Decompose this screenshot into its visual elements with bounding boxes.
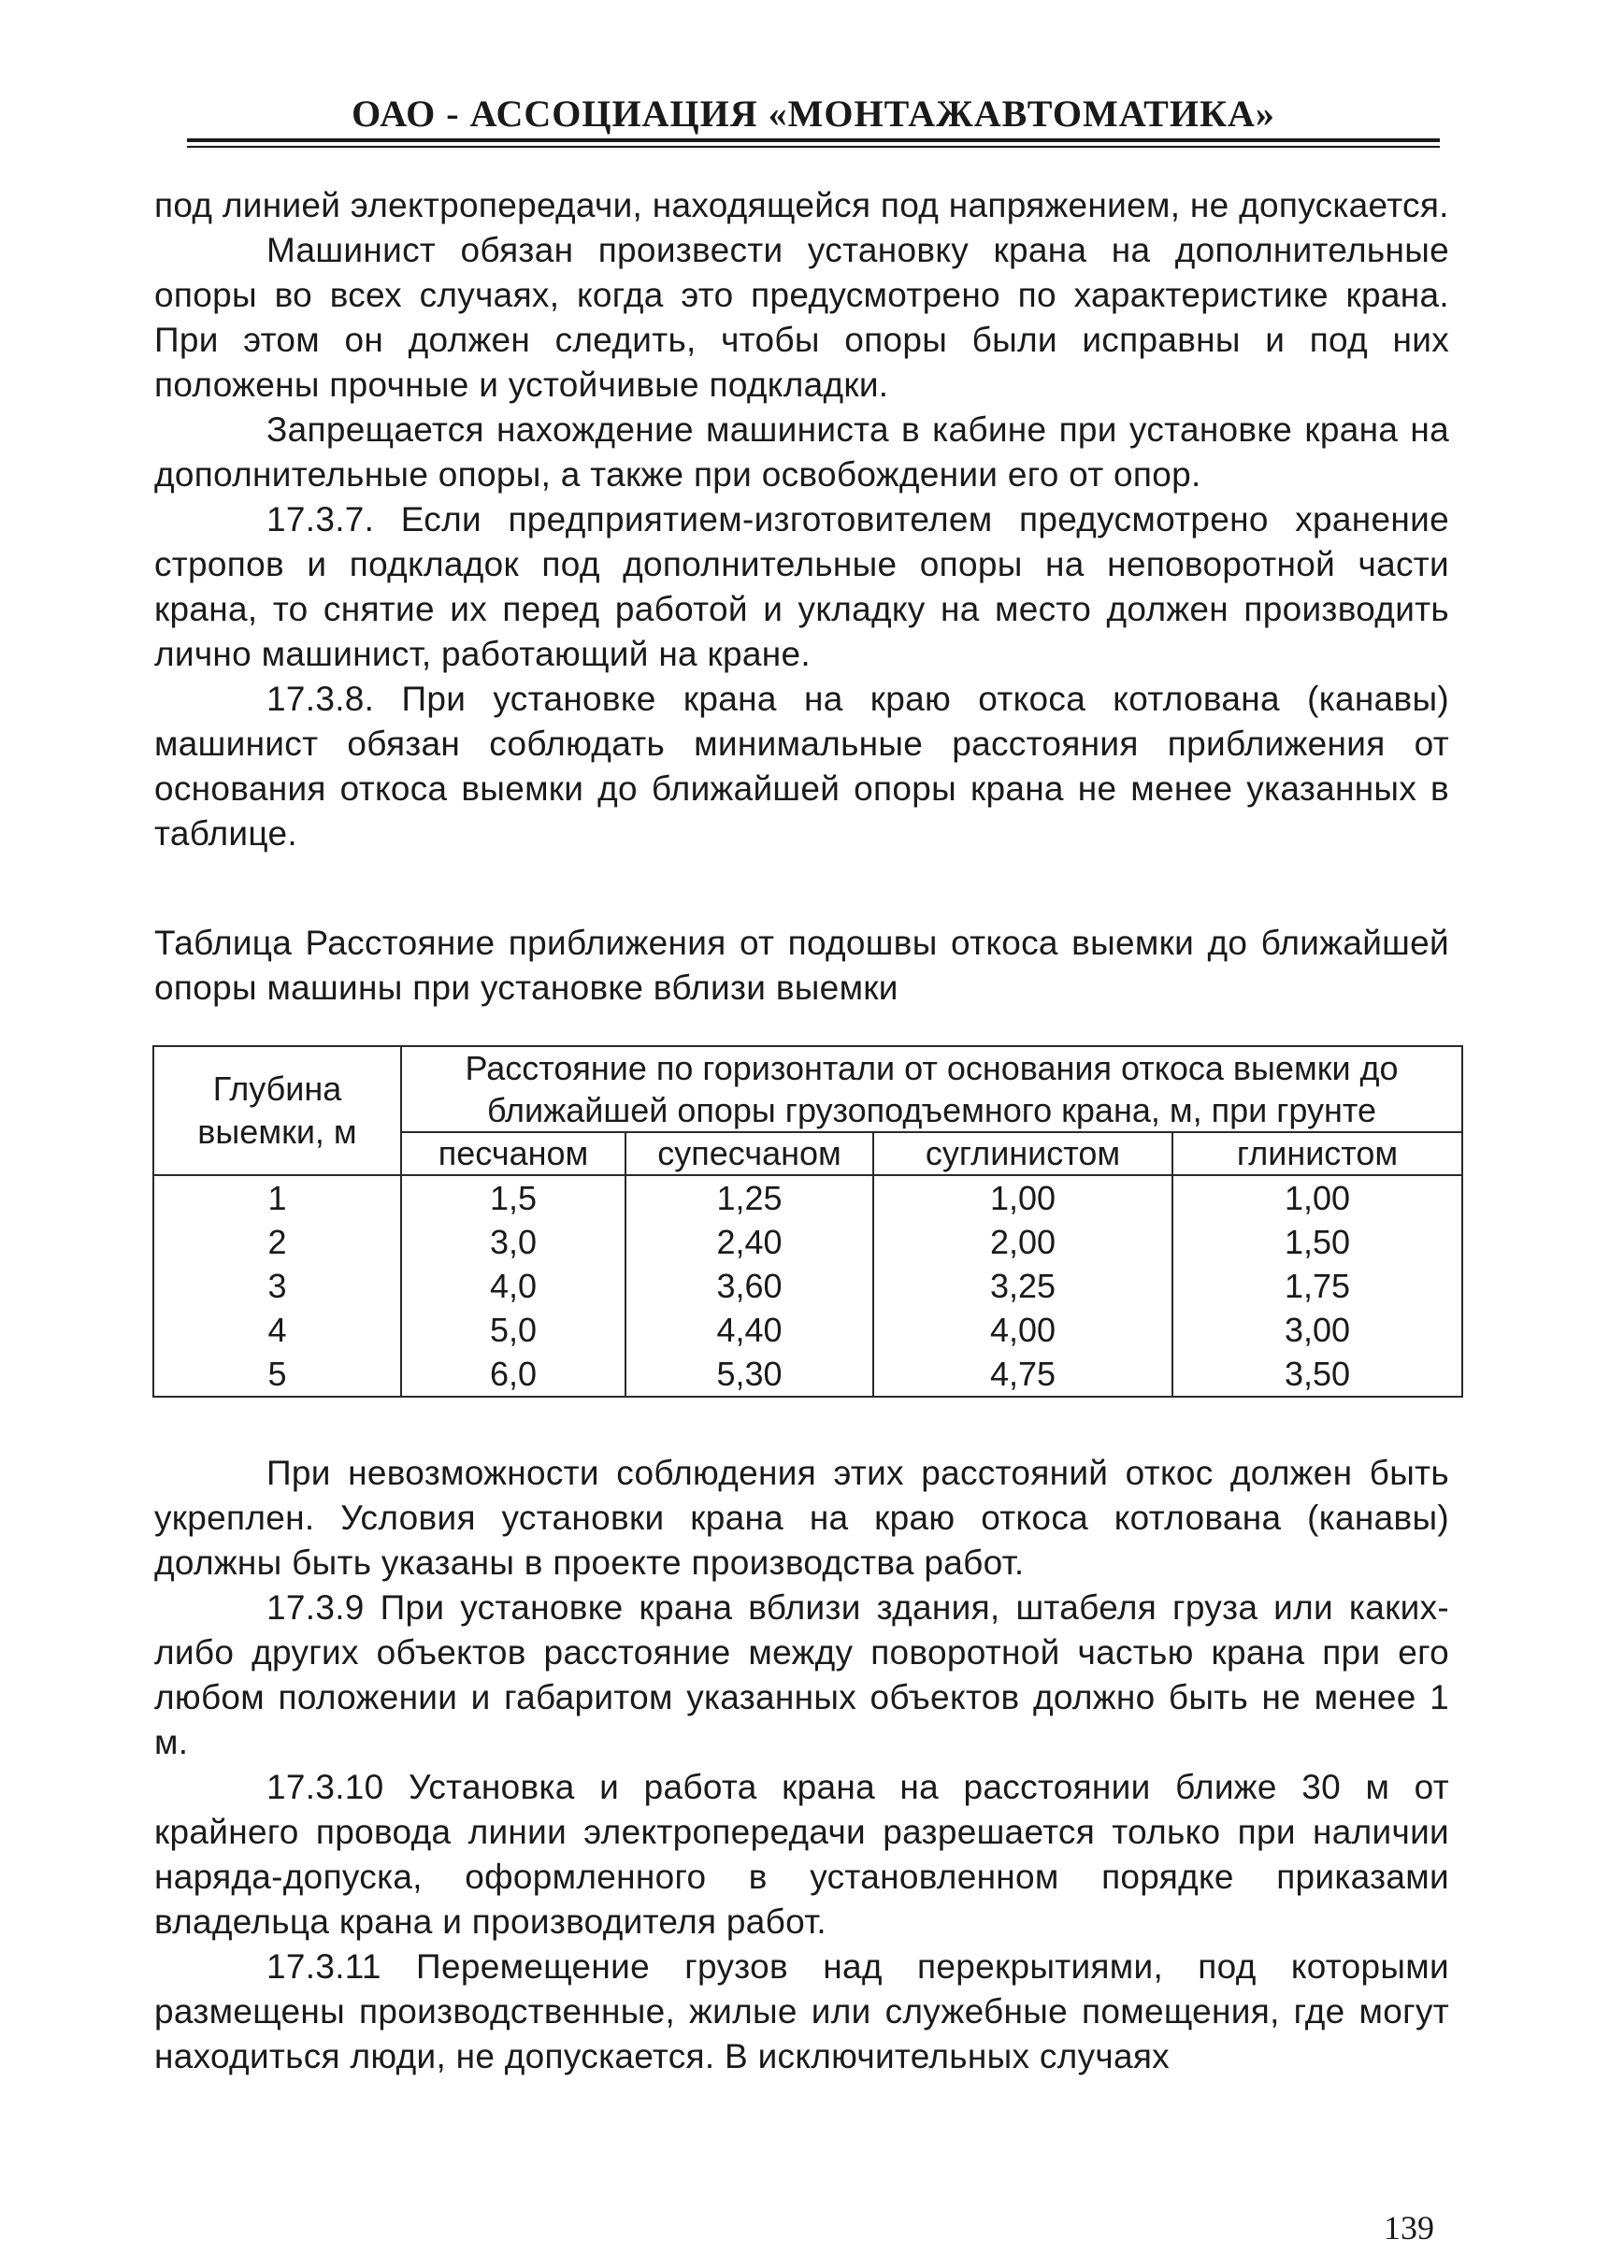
paragraph: 17.3.9 При установке крана вблизи здания, штабеля груза или каких-либо других объектов расстояние между поворотной частью крана при его любом положении и габаритом указанных объектов должно быть не менее 1 м. [154,1588,1449,1761]
table-cell: 1,00 [873,1175,1172,1220]
table-caption-text: Таблица Расстояние приближения от подошвы откоса выемки до ближайшей опоры машины при установке вблизи выемки [154,924,1449,1007]
header-rule-thin [187,146,1440,148]
table-cell: 3,50 [1172,1352,1462,1397]
depth-cell: 1 [153,1175,401,1220]
table-cell: 3,60 [625,1264,873,1308]
page-header [187,93,1440,148]
table-row [153,1264,1462,1308]
table-cell: 3,25 [873,1264,1172,1308]
table-cell: 4,40 [625,1308,873,1352]
paragraph: Машинист обязан произвести установку крана на дополнительные опоры во всех случаях, когда это предусмотрено по характеристике крана. При этом он должен следить, чтобы опоры были исправны и под них положены прочные и устойчивые подкладки. [154,231,1449,404]
depth-cell: 5 [153,1352,401,1397]
approach-distance-table [152,1045,1461,1398]
table-cell: 1,50 [1172,1220,1462,1264]
table-cell: 1,00 [1172,1175,1462,1220]
table-cell: 6,0 [401,1352,625,1397]
table-caption [154,921,1449,1011]
table-cell: 2,40 [625,1220,873,1264]
soil-sandy-loam-header: супесчаном [625,1132,873,1175]
soil-loam-header: суглинистом [873,1132,1172,1175]
table-cell: 3,0 [401,1220,625,1264]
table-cell: 1,5 [401,1175,625,1220]
body-text-bottom [154,1451,1449,2079]
page-number: 139 [1384,2209,1434,2246]
depth-cell: 3 [153,1264,401,1308]
table-row [153,1175,1462,1220]
body-text-top [154,183,1449,856]
table-cell: 4,0 [401,1264,625,1308]
table-row [153,1220,1462,1264]
paragraph: 17.3.8. При установке крана на краю откоса котлована (канавы) машинист обязан соблюдать минимальные расстояния приближения от основания откоса выемки до ближайшей опоры крана не менее указанных в таблице. [154,680,1449,853]
table-row [153,1308,1462,1352]
table-cell: 5,30 [625,1352,873,1397]
header-rule [187,138,1440,142]
table-grid [152,1045,1463,1398]
table-cell: 5,0 [401,1308,625,1352]
table-cell: 1,75 [1172,1264,1462,1308]
paragraph: под линией электропередачи, находящейся под напряжением, не допускается. [154,186,1449,224]
depth-cell: 4 [153,1308,401,1352]
table-row [153,1352,1462,1397]
paragraph: Запрещается нахождение машиниста в кабине при установке крана на дополнительные опоры, а также при освобождении его от опор. [154,410,1449,494]
table-header-row [153,1046,1462,1132]
depth-column-header: Глубина выемки, м [153,1046,401,1175]
table-cell: 4,00 [873,1308,1172,1352]
depth-cell: 2 [153,1220,401,1264]
paragraph: 17.3.10 Установка и работа крана на расстоянии ближе 30 м от крайнего провода линии электропередачи разрешается только при наличии наряда-допуска, оформленного в установленном порядке приказами владельца крана и производителя работ. [154,1768,1449,1941]
table-cell: 4,75 [873,1352,1172,1397]
table-cell: 2,00 [873,1220,1172,1264]
table-cell: 3,00 [1172,1308,1462,1352]
soil-clay-header: глинистом [1172,1132,1462,1175]
paragraph: 17.3.11 Перемещение грузов над перекрытиями, под которыми размещены производственные, жилые или служебные помещения, где могут находиться люди, не допускается. В исключительных случаях [154,1947,1449,2075]
distance-group-header: Расстояние по горизонтали от основания откоса выемки до ближайшей опоры грузоподъемного крана, м, при грунте [401,1046,1462,1132]
table-cell: 1,25 [625,1175,873,1220]
soil-sand-header: песчаном [401,1132,625,1175]
paragraph: 17.3.7. Если предприятием-изготовителем предусмотрено хранение стропов и подкладок под дополнительные опоры на неповоротной части крана, то снятие их перед работой и укладку на место должен производить лично машинист, работающий на кране. [154,500,1449,673]
paragraph: При невозможности соблюдения этих расстояний откос должен быть укреплен. Условия установки крана на краю откоса котлована (канавы) должны быть указаны в проекте производства работ. [154,1454,1449,1582]
header-title: ОАО - АССОЦИАЦИЯ «МОНТАЖАВТОМАТИКА» [352,93,1275,135]
